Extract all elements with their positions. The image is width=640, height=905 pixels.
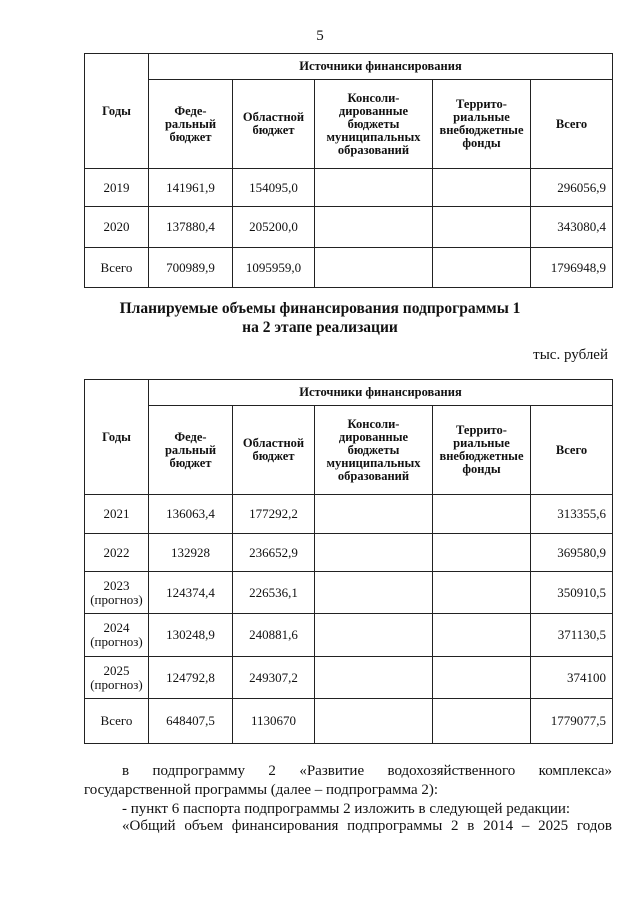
section-title: Планируемые объемы финансирования подпрограммы 1 на 2 этапе реализации	[119, 300, 521, 336]
header-municipal: Консоли- дированные бюджеты муниципальных образований	[315, 80, 433, 169]
cell-municipal	[315, 534, 433, 572]
header-municipal: Консоли- дированные бюджеты муниципальных образований	[315, 406, 433, 495]
cell-regional: 177292,2	[233, 495, 315, 534]
cell-regional: 236652,9	[233, 534, 315, 572]
cell-regional: 1130670	[233, 699, 315, 744]
header-total: Всего	[531, 406, 613, 495]
cell-year: 2019	[85, 169, 149, 207]
header-regional: Областной бюджет	[233, 80, 315, 169]
cell-regional: 154095,0	[233, 169, 315, 207]
table-row	[85, 169, 613, 207]
cell-federal: 141961,9	[149, 169, 233, 207]
cell-municipal	[315, 572, 433, 614]
cell-year: 2024 (прогноз)	[85, 614, 149, 657]
table-row	[85, 657, 613, 699]
table-row	[85, 534, 613, 572]
table-row-total	[85, 248, 613, 288]
cell-territorial	[433, 248, 531, 288]
cell-federal: 130248,9	[149, 614, 233, 657]
header-federal: Феде- ральный бюджет	[149, 80, 233, 169]
header-total: Всего	[531, 80, 613, 169]
table-row	[85, 495, 613, 534]
header-sources: Источники финансирования	[149, 380, 613, 406]
header-years: Годы	[85, 54, 149, 169]
cell-total: 313355,6	[531, 495, 613, 534]
header-sources: Источники финансирования	[149, 54, 613, 80]
financing-table-stage1	[84, 53, 613, 288]
header-territorial: Террито- риальные внебюджетные фонды	[433, 406, 531, 495]
cell-territorial	[433, 657, 531, 699]
cell-municipal	[315, 248, 433, 288]
table-row-total	[85, 699, 613, 744]
cell-year: 2021	[85, 495, 149, 534]
cell-territorial	[433, 495, 531, 534]
cell-territorial	[433, 699, 531, 744]
cell-total: 1796948,9	[531, 248, 613, 288]
cell-territorial	[433, 169, 531, 207]
cell-year: Всего	[85, 699, 149, 744]
cell-total: 350910,5	[531, 572, 613, 614]
cell-year: Всего	[85, 248, 149, 288]
cell-total: 1779077,5	[531, 699, 613, 744]
header-regional: Областной бюджет	[233, 406, 315, 495]
table-row	[85, 207, 613, 248]
cell-municipal	[315, 699, 433, 744]
cell-total: 343080,4	[531, 207, 613, 248]
cell-federal: 124374,4	[149, 572, 233, 614]
page-number: 5	[316, 28, 324, 44]
cell-territorial	[433, 614, 531, 657]
cell-territorial	[433, 534, 531, 572]
cell-municipal	[315, 169, 433, 207]
cell-regional: 249307,2	[233, 657, 315, 699]
header-federal: Феде- ральный бюджет	[149, 406, 233, 495]
header-territorial: Террито- риальные внебюджетные фонды	[433, 80, 531, 169]
table-row	[85, 614, 613, 657]
cell-total: 371130,5	[531, 614, 613, 657]
paragraph-subprogram-2-cont: государственной программы (далее – подпрограмма 2):	[84, 782, 439, 798]
cell-year: 2020	[85, 207, 149, 248]
header-years: Годы	[85, 380, 149, 495]
cell-federal: 124792,8	[149, 657, 233, 699]
paragraph-total-financing: «Общий объем финансирования подпрограммы 2 в 2014 – 2025 годов	[122, 818, 612, 834]
financing-table-stage2	[84, 379, 613, 744]
cell-regional: 1095959,0	[233, 248, 315, 288]
cell-total: 374100	[531, 657, 613, 699]
cell-municipal	[315, 207, 433, 248]
cell-federal: 136063,4	[149, 495, 233, 534]
cell-municipal	[315, 614, 433, 657]
units-label: тыс. рублей	[533, 347, 608, 363]
cell-regional: 226536,1	[233, 572, 315, 614]
cell-year: 2025 (прогноз)	[85, 657, 149, 699]
paragraph-subprogram-2: в подпрограмму 2 «Развитие водохозяйственного комплекса»	[122, 763, 612, 779]
cell-municipal	[315, 495, 433, 534]
cell-regional: 240881,6	[233, 614, 315, 657]
paragraph-item-6: - пункт 6 паспорта подпрограммы 2 изложить в следующей редакции:	[122, 801, 571, 817]
cell-regional: 205200,0	[233, 207, 315, 248]
cell-total: 369580,9	[531, 534, 613, 572]
cell-federal: 648407,5	[149, 699, 233, 744]
cell-year: 2022	[85, 534, 149, 572]
table-row	[85, 572, 613, 614]
cell-year: 2023 (прогноз)	[85, 572, 149, 614]
cell-territorial	[433, 572, 531, 614]
cell-federal: 137880,4	[149, 207, 233, 248]
cell-territorial	[433, 207, 531, 248]
cell-total: 296056,9	[531, 169, 613, 207]
cell-municipal	[315, 657, 433, 699]
cell-federal: 132928	[149, 534, 233, 572]
cell-federal: 700989,9	[149, 248, 233, 288]
